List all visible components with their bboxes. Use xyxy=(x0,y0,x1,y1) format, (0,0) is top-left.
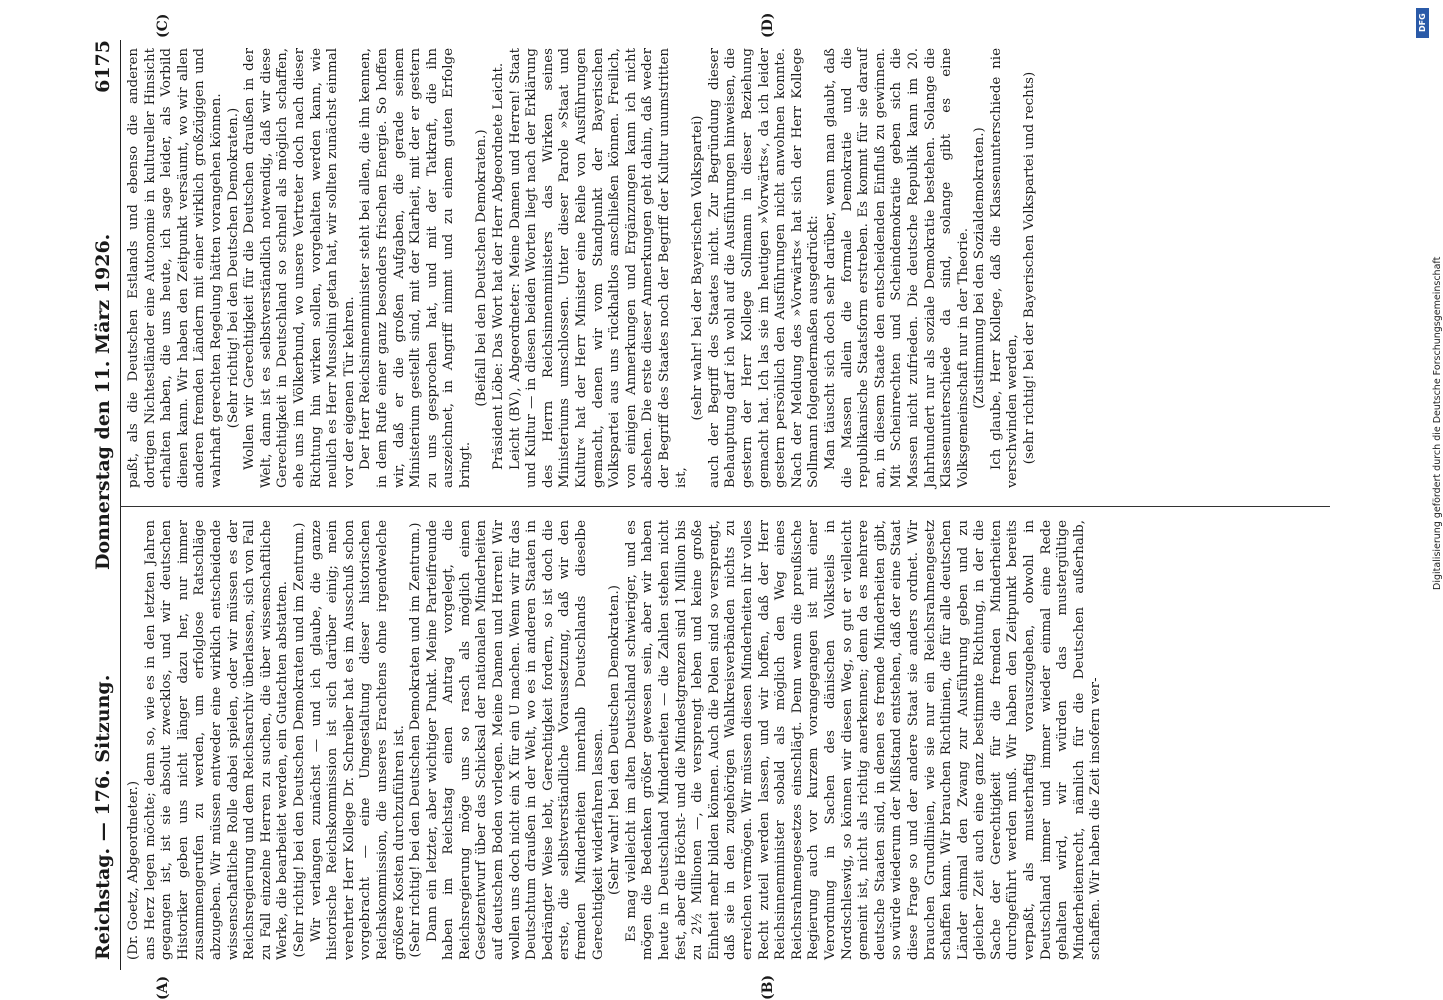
paragraph: (Sehr richtig! bei den Deutschen Demokraten und im Zentrum.) xyxy=(291,522,307,958)
marker-b: (B) xyxy=(760,974,776,1000)
header-left: Reichstag. — 176. Sitzung. xyxy=(92,674,114,960)
paragraph: ans Herz legen möchte; denn so, wie es in den letzten Jahren gegangen ist, ist sie absolut zwecklos, und wir deutschen Historiker geben uns nicht länger dazu her, nur immer zusammengerufen zu werden, um erfolglose Ratschläge abzugeben. Wir müssen entweder eine wirklich entscheidende wissenschaftliche Rolle dabei spielen, oder wir müssen es der Reichsregierung und dem Reichsarchiv überlassen, sich von Fall zu Fall einzelne Herren zu suchen, die über wissenschaftliche Werke, die bearbeitet werden, ein Gutachten abstatten. xyxy=(142,520,291,960)
paragraph: (sehr wahr! bei der Bayerischen Volkspartei) xyxy=(690,115,706,421)
paragraph: Ich glaube, Herr Kollege, daß die Klassenunterschiede nie verschwinden werden, xyxy=(988,48,1021,488)
rotated-sheet xyxy=(60,12,1360,1000)
paragraph: Präsident Löbe: Das Wort hat der Herr Abgeordnete Leicht. xyxy=(491,62,507,470)
paragraph: (sehr richtig! bei der Bayerischen Volkspartei und rechts) xyxy=(1022,71,1038,465)
marker-d: (D) xyxy=(760,12,776,38)
marker-a: (A) xyxy=(155,975,171,1000)
dfg-logo: DFG xyxy=(1416,8,1429,38)
paragraph: paßt, als die Deutschen Estlands und ebenso die anderen dortigen Nichtestländer eine Autonomie in kultureller Hinsicht erhalten haben, die uns heute, ich sage leider, als Vorbild dienen kann. Wir haben den Zeitpunkt versäumt, wo wir allen anderen fremden Ländern mit einer wirklich großzügigen und wahrhaft gerechten Regelung hätten vorangehen können. xyxy=(126,48,224,488)
paragraph: auch der Begriff des Staates nicht. Zur Begründung dieser Behauptung darf ich wohl auf die Ausführungen hinweisen, die gestern der Herr Kollege Sollmann in dieser Beziehung gemacht hat. Ich las sie im heutigen »Vorwärts«, da ich leider gestern persönlich den Ausführungen nicht anwohnen konnte. Nach der Meldung des »Vorwärts« hat sich der Herr Kollege Sollmann folgendermaßen ausgedrückt: xyxy=(706,48,822,488)
paragraph: Der Herr Reichsinnenminister steht bei allen, die ihn kennen, in dem Rufe einer ganz besonders frischen Energie. So hoffen wir, daß er die großen Aufgaben, die gerade seinem Ministerium gestellt sind, mit der Klarheit, mit der er gestern zu uns gesprochen hat, und mit der Tatkraft, die ihn auszeichnet, in Angriff nimmt und zu einem guten Erfolge bringt. xyxy=(358,48,473,488)
paragraph: (Sehr richtig! bei den Deutschen Demokraten und im Zentrum.) xyxy=(408,522,424,958)
page-number: 6175 xyxy=(92,40,114,93)
paragraph: Wollen wir Gerechtigkeit für die Deutschen draußen in der Welt, dann ist es selbstverständlich notwendig, daß wir diese Gerechtigkeit in Deutschland so schnell als möglich schaffen, ehe uns im Völkerbund, wo unsere Vertreter doch nach dieser Richtung hin wirken sollen, vorgehalten werden kann, wie neulich es Herr Mussolini getan hat, wir sollten zunächst einmal vor der eigenen Tür kehren. xyxy=(242,48,357,488)
dfg-credit: Digitalisierung gefördert durch die Deutsche Forschungsgemeinschaft xyxy=(1432,256,1443,590)
paragraph: Dann ein letzter, aber wichtiger Punkt. Meine Parteifreunde haben im Reichstag einen Antrag vorgelegt, die Reichsregierung möge uns so rasch als möglich einen Gesetzentwurf über das Schicksal der nationalen Minderheiten auf deutschem Boden vorlegen. Meine Damen und Herren! Wir wollen uns doch nicht ein X für ein U machen. Wenn wir für das Deutschtum draußen in der Welt, wo es in anderen Staaten in bedrängter Weise lebt, Gerechtigkeit fordern, so ist doch die erste, die selbstverständliche Voraussetzung, daß wir den fremden Minderheiten innerhalb Deutschlands dieselbe Gerechtigkeit widerfahren lassen. xyxy=(424,520,606,960)
header-date: Donnerstag den 11. März 1926. xyxy=(92,233,114,570)
paragraph: Wir verlangen zunächst — und ich glaube, die ganze historische Reichskommission ist sich darüber einig; mein verehrter Herr Kollege Dr. Schreiber hat es im Ausschuß schon vorgebracht — eine Umgestaltung dieser historischen Reichskommission, die unseres Erachtens ohne irgendwelche größere Kosten durchzuführen ist. xyxy=(308,520,407,960)
right-column xyxy=(126,48,1039,488)
paragraph: (Beifall bei den Deutschen Demokraten.) xyxy=(474,129,490,407)
column-divider xyxy=(120,506,1330,507)
paragraph: Leicht (BV), Abgeordneter: Meine Damen und Herren! Staat und Kultur — in diesen beiden Worten liegt nach der Erklärung des Herrn Reichsinnenministers das Wirken seines Ministeriums umschlossen. Unter dieser Parole »Staat und Kultur« hat der Herr Minister eine Reihe von Ausführungen gemacht, denen wir vom Standpunkt der Bayerischen Volkspartei aus uns rückhaltlos anschließen können. Freilich, von einigen Anmerkungen und Ergänzungen kann ich nicht absehen. Die erste dieser Anmerkungen geht dahin, daß weder der Begriff des Staates noch der Begriff der Kultur unumstritten ist, xyxy=(507,48,689,488)
marker-c: (C) xyxy=(155,13,171,38)
paragraph: (Dr. Goetz, Abgeordneter.) xyxy=(126,780,141,960)
paragraph: (Sehr wahr! bei den Deutschen Demokraten.) xyxy=(607,585,623,895)
paragraph: Man täuscht sich doch sehr darüber, wenn man glaubt, daß die Massen allein die formale Demokratie und die republikanische Staatsform erstreben. Es kommt für sie darauf an, in diesem Staate den entscheidenden Einfluß zu gewinnen. Mit Scheinrechten und Scheindemokratie geben sich die Massen nicht zufrieden. Die deutsche Republik kann im 20. Jahrhundert nur als soziale Demokratie bestehen. Solange die Klassenunterschiede da sind, solange gibt es eine Volksgemeinschaft nur in der Theorie. xyxy=(822,48,971,488)
paragraph: (Sehr richtig! bei den Deutschen Demokraten.) xyxy=(225,107,241,429)
left-column xyxy=(126,520,1105,960)
paragraph: Es mag vielleicht im alten Deutschland schwieriger, und es mögen die Bedenken größer gewesen sein, aber wir haben heute in Deutschland Minderheiten — die Zahlen stehen nicht fest, aber die Höchst- und die Mindestgrenzen sind 1 Million bis zu 2½ Millionen —, die versprengt leben und keine große Einheit mehr bilden können. Auch die Polen sind so versprengt, daß sie in den zugehörigen Wahlkreisverbänden nichts zu erreichen vermögen. Wir müssen diesen Minderheiten ihr volles Recht zuteil werden lassen, und wir hoffen, daß der Herr Reichsinnenminister sobald als möglich den Weg eines Reichsrahmengesetzes einschlägt. Denn wenn die preußische Regierung auch vor kurzem vorangegangen ist mit einer Verordnung in Sachen des dänischen Volksteils in Nordschleswig, so können wir diesen Weg, so gut er vielleicht gemeint ist, nicht als richtig anerkennen; denn da es mehrere deutsche Staaten sind, in denen es fremde Minderheiten gibt, so würde wiederum der Mißstand entstehen, daß der eine Staat diese Frage so und der andere Staat sie anders ordnet. Wir brauchen Grundlinien, wie sie nur ein Reichsrahmengesetz schaffen kann. Wir brauchen Richtlinien, die für alle deutschen Länder einmal den Zwang zur Ausführung geben und zu gleicher Zeit auch eine ganz bestimmte Richtung, in der die Sache der Gerechtigkeit für die fremden Minderheiten durchgeführt werden muß. Wir haben den Zeitpunkt bereits verpaßt, als musterhaftig vorauszugehen, obwohl in Deutschland immer und immer wieder einmal eine Rede gehalten wird, wir würden das mustergültige Minderheitenrecht, nämlich für die Deutschen außerhalb, schaffen. Wir haben die Zeit insofern ver- xyxy=(623,520,1104,960)
paragraph: (Zustimmung bei den Sozialdemokraten.) xyxy=(972,127,988,409)
page-header xyxy=(90,40,121,970)
